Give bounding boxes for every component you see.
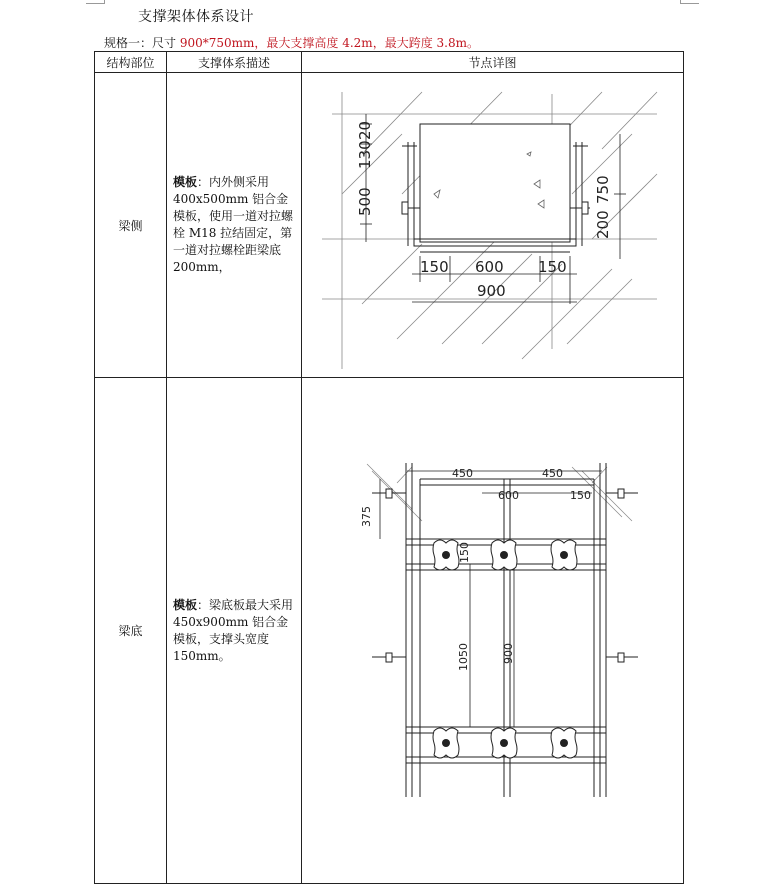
header-desc: 支撑体系描述 — [167, 52, 302, 73]
dim-450-right: 450 — [542, 466, 563, 480]
desc-cell — [167, 73, 302, 378]
table-header-row — [95, 52, 684, 73]
dim-600: 600 — [498, 488, 519, 502]
spec-line — [104, 34, 479, 51]
page-corner-mark-right — [680, 0, 699, 4]
desc-text: ：梁底板最大采用 450x900mm 铝合金模板，支撑头宽度 150mm。 — [173, 597, 294, 663]
table-row — [95, 73, 684, 378]
dim-150: 150 — [570, 488, 591, 502]
spec-highlight: 900*750mm，最大支撑高度 4.2m，最大跨度 3.8m。 — [179, 36, 479, 50]
header-part: 结构部位 — [95, 52, 167, 73]
desc-text: ：内外侧采用 400x500mm 铝合金模板，使用一道对拉螺栓 M18 拉结固定，第一道对拉螺栓距梁底 200mm， — [173, 175, 294, 274]
section-title: 支撑架体体系设计 — [138, 9, 254, 25]
beam-side-detail-drawing — [302, 74, 682, 377]
beam-bottom-detail-drawing — [302, 379, 682, 883]
desc-bold: 模板 — [173, 597, 198, 612]
table-row — [95, 378, 684, 884]
header-detail: 节点详图 — [302, 52, 684, 73]
dim-1050: 1050 — [457, 642, 470, 671]
dim-150-left: 150 — [420, 257, 449, 276]
support-system-table — [94, 51, 684, 884]
part-cell: 梁底 — [95, 378, 167, 884]
dim-500: 500 — [356, 186, 374, 216]
desc-bold: 模板 — [173, 175, 198, 189]
dim-150-vertical: 150 — [458, 541, 471, 563]
dim-130: 130 — [356, 139, 374, 169]
dim-150-right: 150 — [538, 257, 567, 276]
dim-375: 375 — [360, 505, 373, 527]
dim-200: 200 — [594, 209, 612, 239]
part-cell: 梁侧 — [95, 73, 167, 378]
dim-750: 750 — [594, 174, 612, 204]
detail-cell — [302, 73, 684, 378]
page-corner-mark-left — [86, 0, 105, 4]
dim-900: 900 — [477, 281, 506, 300]
detail-cell — [302, 378, 684, 884]
dim-20: 20 — [356, 120, 374, 140]
desc-cell — [167, 378, 302, 884]
dim-450-left: 450 — [452, 466, 473, 480]
dim-900: 900 — [502, 642, 515, 664]
dim-600: 600 — [475, 257, 504, 276]
spec-prefix: 规格一：尺寸 — [104, 36, 177, 50]
